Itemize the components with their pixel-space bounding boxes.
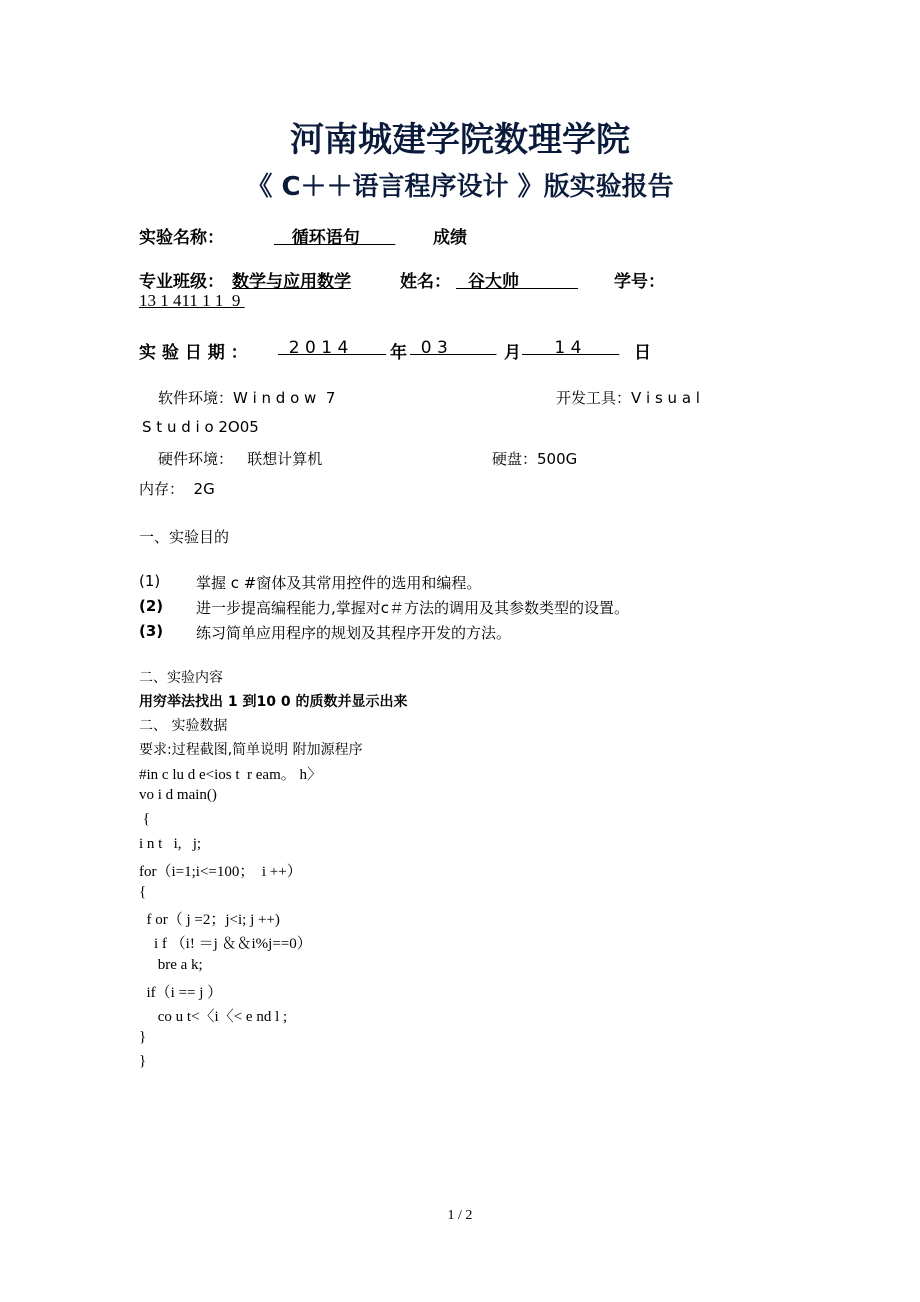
code-line: vo i d main() xyxy=(139,787,217,804)
memory: 内存： 2G xyxy=(139,480,215,498)
code-line: { xyxy=(139,811,150,828)
document-subtitle: 《 C＋＋语言程序设计 》版实验报告 xyxy=(246,172,674,202)
section-data-heading: 二、 实验数据 xyxy=(139,718,228,734)
requirement-text: 要求:过程截图,简单说明 附加源程序 xyxy=(139,742,363,758)
aim-text: 进一步提高编程能力,掌握对c＃方法的调用及其参数类型的设置。 xyxy=(196,599,630,617)
document-title: 河南城建学院数理学院 xyxy=(290,120,630,160)
id-label: 学号： xyxy=(614,272,665,292)
score-label: 成绩 xyxy=(433,228,467,248)
section-content-heading: 二、实验内容 xyxy=(139,670,223,686)
date-label: 实 验 日 期 ： xyxy=(139,343,248,363)
code-line: for（i=1;i<=100； i ++） xyxy=(139,863,302,880)
aim-num: (1) xyxy=(139,572,161,590)
code-line: { xyxy=(139,884,147,900)
id-value: 13 1 411 1 1 9 xyxy=(139,291,245,310)
disk: 硬盘：500G xyxy=(492,450,578,468)
major-label: 专业班级： xyxy=(139,272,224,292)
section-aims-heading: 一、实验目的 xyxy=(139,528,230,546)
date-year: 2 0 1 4 xyxy=(278,338,387,358)
major-value: 数学与应用数学 xyxy=(232,272,351,292)
date-month: 0 3 xyxy=(410,338,497,358)
studio-version: S t u d i o 2O05 xyxy=(142,418,259,436)
code-line: co u t<〈i〈< e nd l ; xyxy=(139,1009,288,1025)
code-line: f or（ j =2；j<i; j ++) xyxy=(139,912,280,929)
name-value: 谷大帅 xyxy=(456,272,579,292)
code-line: #in c lu d e<ios t r eam。 h〉 xyxy=(139,767,323,783)
exp-name-value: 循环语句 xyxy=(274,228,396,248)
page-number: 1 / 2 xyxy=(447,1208,473,1223)
hardware-env: 硬件环境： 联想计算机 xyxy=(158,450,323,468)
software-env: 软件环境：W i n d o w 7 xyxy=(158,389,336,407)
aim-num: (3) xyxy=(139,622,164,640)
aim-text: 练习简单应用程序的规划及其程序开发的方法。 xyxy=(196,624,512,642)
exp-name-label: 实验名称： xyxy=(139,228,224,248)
code-line: } xyxy=(139,1029,147,1046)
aim-text: 掌握 c #窗体及其常用控件的选用和编程。 xyxy=(196,574,482,592)
code-line: i f （i! ＝j ＆＆i%j==0） xyxy=(139,936,312,953)
code-line: i n t i, j; xyxy=(139,835,202,852)
code-line: if（i == j ） xyxy=(139,984,223,1001)
month-unit: 月 xyxy=(504,343,521,363)
code-line: bre a k; xyxy=(139,956,203,973)
content-text: 用穷举法找出 1 到10 0 的质数并显示出来 xyxy=(139,694,408,710)
year-unit: 年 xyxy=(390,343,407,363)
day-unit: 日 xyxy=(634,343,651,363)
name-label: 姓名： xyxy=(400,272,451,292)
date-day: 1 4 xyxy=(522,338,620,358)
dev-tool: 开发工具：V i s u a l xyxy=(556,389,700,407)
code-line: } xyxy=(139,1053,147,1070)
aim-num: (2) xyxy=(139,597,164,615)
